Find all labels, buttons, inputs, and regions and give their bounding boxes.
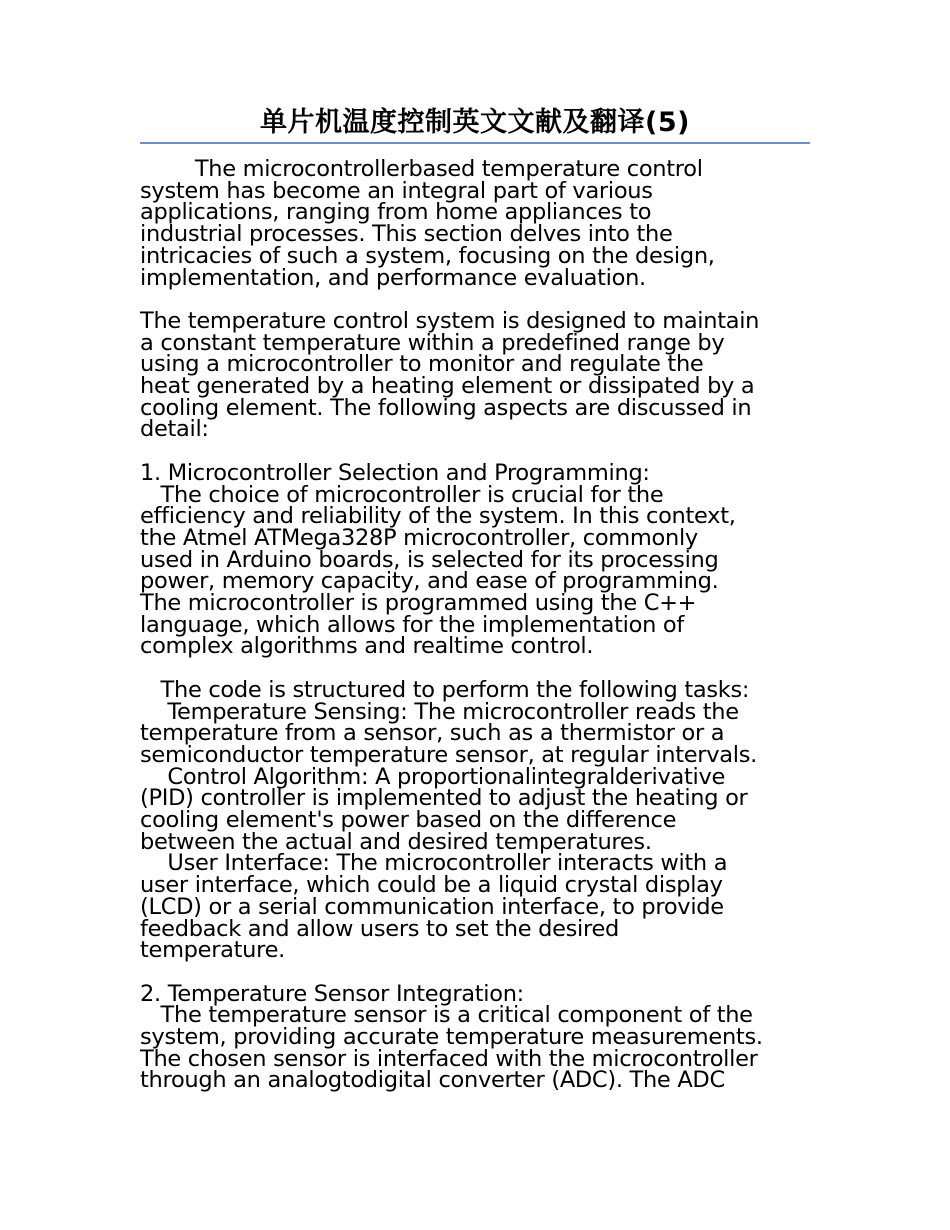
text-line: temperature from a sensor, such as a thermistor or a — [140, 720, 725, 747]
text-line: The temperature sensor is a critical component of the — [140, 1002, 753, 1029]
text-line: semiconductor temperature sensor, at regular intervals. — [140, 741, 757, 768]
paragraph-code-tasks — [140, 676, 810, 964]
text-line: The microcontroller is programmed using the C++ — [140, 590, 697, 617]
text-line: The temperature control system is designed to maintain — [140, 307, 760, 334]
paragraph-system-design — [140, 307, 810, 443]
title-underline — [140, 142, 810, 144]
text-line: The code is structured to perform the following tasks: — [140, 676, 750, 703]
text-line: heat generated by a heating element or dissipated by a — [140, 373, 755, 400]
text-line: using a microcontroller to monitor and regulate the — [140, 351, 704, 378]
section-heading: 2. Temperature Sensor Integration: — [140, 980, 524, 1007]
text-line: user interface, which could be a liquid crystal display — [140, 872, 723, 899]
text-line: language, which allows for the implementation of — [140, 611, 684, 638]
text-line: (LCD) or a serial communication interface, to provide — [140, 893, 724, 920]
section-heading: 1. Microcontroller Selection and Programming: — [140, 459, 650, 486]
text-line: between the actual and desired temperatures. — [140, 828, 652, 855]
text-line: cooling element's power based on the difference — [140, 807, 677, 834]
text-line: power, memory capacity, and ease of programming. — [140, 568, 719, 595]
text-line: The choice of microcontroller is crucial for the — [140, 481, 664, 508]
text-line: used in Arduino boards, is selected for its processing — [140, 546, 719, 573]
text-line: efficiency and reliability of the system. In this context, — [140, 503, 736, 530]
text-line: Control Algorithm: A proportionalintegralderivative — [140, 763, 726, 790]
section-sensor-integration — [140, 980, 810, 1094]
text-line: (PID) controller is implemented to adjust the heating or — [140, 785, 748, 812]
text-line: The chosen sensor is interfaced with the microcontroller — [140, 1045, 758, 1072]
text-line: User Interface: The microcontroller interacts with a — [140, 850, 728, 877]
text-line: Temperature Sensing: The microcontroller reads the — [140, 698, 739, 725]
section-microcontroller-selection — [140, 459, 810, 660]
text-line: system, providing accurate temperature measurements. — [140, 1024, 763, 1051]
paragraph-intro — [140, 156, 810, 291]
text-line: complex algorithms and realtime control. — [140, 633, 594, 660]
text-line: intricacies of such a system, focusing on the design, — [140, 242, 715, 269]
document-title: 单片机温度控制英文文献及翻译(5) — [260, 107, 690, 138]
text-line: system has become an integral part of various — [140, 177, 653, 204]
text-line: detail: — [140, 416, 209, 443]
text-line: temperature. — [140, 937, 285, 964]
text-line: through an analogtodigital converter (ADC). The ADC — [140, 1067, 725, 1094]
text-line: industrial processes. This section delves into the — [140, 221, 673, 248]
text-line: the Atmel ATMega328P microcontroller, commonly — [140, 524, 698, 551]
text-line: a constant temperature within a predefined range by — [140, 329, 725, 356]
text-line: implementation, and performance evaluation. — [140, 264, 646, 291]
text-line: feedback and allow users to set the desired — [140, 915, 619, 942]
text-line: The microcontrollerbased temperature control — [140, 156, 703, 182]
text-line: cooling element. The following aspects are discussed in — [140, 394, 752, 421]
text-line: applications, ranging from home appliances to — [140, 199, 652, 226]
document-page — [140, 100, 810, 1092]
